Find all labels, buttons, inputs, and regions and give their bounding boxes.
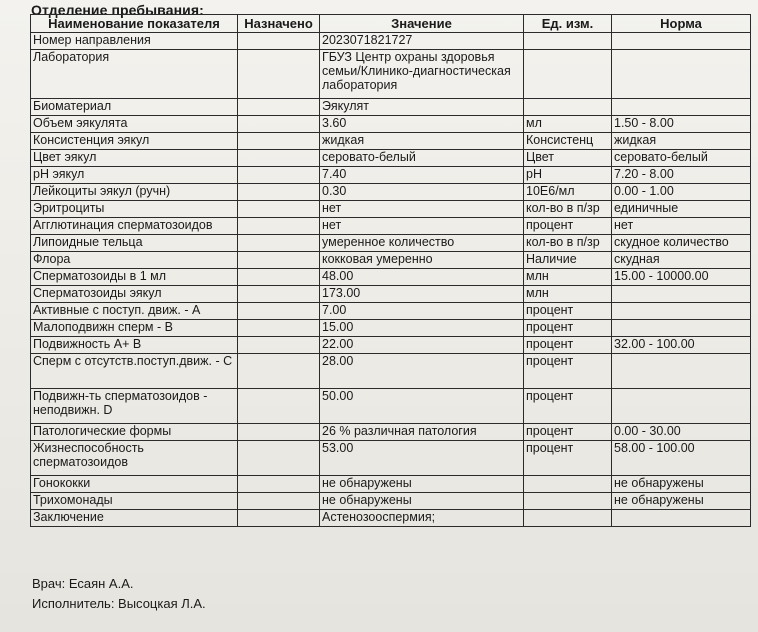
cell-value: нет — [320, 218, 524, 235]
table-body — [31, 33, 751, 527]
cell-norm: жидкая — [612, 133, 751, 150]
cell-name: Эритроциты — [31, 201, 238, 218]
table-row — [31, 510, 751, 527]
cell-norm — [612, 303, 751, 320]
cell-name: Жизнеспособность сперматозоидов — [31, 441, 238, 476]
cell-assigned — [238, 389, 320, 424]
cell-value: ГБУЗ Центр охраны здоровья семьи/Клинико-диагностическая лаборатория — [320, 50, 524, 99]
table-row — [31, 493, 751, 510]
cell-assigned — [238, 476, 320, 493]
cell-unit: 10E6/мл — [524, 184, 612, 201]
cell-norm — [612, 320, 751, 337]
table-row — [31, 150, 751, 167]
cell-assigned — [238, 493, 320, 510]
cell-norm — [612, 354, 751, 389]
cell-value: Астенозооспермия; — [320, 510, 524, 527]
cell-unit: pH — [524, 167, 612, 184]
cell-value: жидкая — [320, 133, 524, 150]
cell-name: Заключение — [31, 510, 238, 527]
cell-unit: млн — [524, 286, 612, 303]
cell-norm: 0.00 - 30.00 — [612, 424, 751, 441]
cell-value: 7.00 — [320, 303, 524, 320]
cell-assigned — [238, 235, 320, 252]
table-row — [31, 320, 751, 337]
table-header-row — [31, 15, 751, 33]
cell-unit: млн — [524, 269, 612, 286]
cell-assigned — [238, 99, 320, 116]
table-row — [31, 337, 751, 354]
column-header-assigned: Назначено — [238, 15, 320, 33]
table-row — [31, 354, 751, 389]
cell-assigned — [238, 252, 320, 269]
cell-name: Объем эякулята — [31, 116, 238, 133]
cell-value: кокковая умеренно — [320, 252, 524, 269]
table-row — [31, 476, 751, 493]
doctor-line: Врач: Есаян А.А. — [32, 576, 134, 591]
cell-unit: процент — [524, 337, 612, 354]
cell-value: 2023071821727 — [320, 33, 524, 50]
cell-assigned — [238, 150, 320, 167]
cell-assigned — [238, 269, 320, 286]
cell-name: Цвет эякул — [31, 150, 238, 167]
cell-norm: не обнаружены — [612, 476, 751, 493]
cell-unit: Наличие — [524, 252, 612, 269]
cell-unit — [524, 50, 612, 99]
table-row — [31, 133, 751, 150]
cell-norm: 58.00 - 100.00 — [612, 441, 751, 476]
cell-name: Липоидные тельца — [31, 235, 238, 252]
cell-unit — [524, 493, 612, 510]
cell-name: Флора — [31, 252, 238, 269]
cell-value: серовато-белый — [320, 150, 524, 167]
cell-norm: серовато-белый — [612, 150, 751, 167]
cell-unit: кол-во в п/зр — [524, 201, 612, 218]
cell-assigned — [238, 167, 320, 184]
cell-unit — [524, 33, 612, 50]
table-row — [31, 286, 751, 303]
cell-value: нет — [320, 201, 524, 218]
cell-unit: процент — [524, 441, 612, 476]
cell-value: 22.00 — [320, 337, 524, 354]
cell-norm: единичные — [612, 201, 751, 218]
cell-value: 0.30 — [320, 184, 524, 201]
cell-assigned — [238, 201, 320, 218]
table-row — [31, 33, 751, 50]
cell-norm — [612, 510, 751, 527]
cell-norm — [612, 286, 751, 303]
cell-name: Патологические формы — [31, 424, 238, 441]
cell-norm — [612, 33, 751, 50]
cell-value: Эякулят — [320, 99, 524, 116]
cell-norm: не обнаружены — [612, 493, 751, 510]
table-row — [31, 116, 751, 133]
table-row — [31, 201, 751, 218]
cell-assigned — [238, 116, 320, 133]
cell-value: 50.00 — [320, 389, 524, 424]
cell-assigned — [238, 320, 320, 337]
cell-norm — [612, 50, 751, 99]
cell-name: Подвижность А+ В — [31, 337, 238, 354]
cell-value: 26 % различная патология — [320, 424, 524, 441]
column-header-norm: Норма — [612, 15, 751, 33]
table-row — [31, 441, 751, 476]
cell-assigned — [238, 133, 320, 150]
cell-name: Агглютинация сперматозоидов — [31, 218, 238, 235]
table-row — [31, 184, 751, 201]
table-row — [31, 303, 751, 320]
cell-value: не обнаружены — [320, 476, 524, 493]
cell-assigned — [238, 303, 320, 320]
cell-assigned — [238, 337, 320, 354]
cell-assigned — [238, 510, 320, 527]
executor-line: Исполнитель: Высоцкая Л.А. — [32, 596, 206, 611]
table-row — [31, 269, 751, 286]
cell-norm — [612, 99, 751, 116]
table-row — [31, 235, 751, 252]
column-header-unit: Ед. изм. — [524, 15, 612, 33]
table-row — [31, 167, 751, 184]
cell-unit — [524, 476, 612, 493]
table-row — [31, 424, 751, 441]
cell-assigned — [238, 50, 320, 99]
cell-name: pH эякул — [31, 167, 238, 184]
cell-assigned — [238, 218, 320, 235]
column-header-name: Наименование показателя — [31, 15, 238, 33]
cell-unit: мл — [524, 116, 612, 133]
table-row — [31, 99, 751, 116]
cell-value: 7.40 — [320, 167, 524, 184]
cell-unit: Цвет — [524, 150, 612, 167]
cell-norm: нет — [612, 218, 751, 235]
cell-name: Подвижн-ть сперматозоидов - неподвижн. D — [31, 389, 238, 424]
cell-value: 53.00 — [320, 441, 524, 476]
cell-norm — [612, 389, 751, 424]
cell-unit: процент — [524, 303, 612, 320]
table-row — [31, 252, 751, 269]
cell-norm: 32.00 - 100.00 — [612, 337, 751, 354]
cell-value: 15.00 — [320, 320, 524, 337]
cell-unit: процент — [524, 354, 612, 389]
cell-name: Гонококки — [31, 476, 238, 493]
cell-name: Трихомонады — [31, 493, 238, 510]
cell-name: Лаборатория — [31, 50, 238, 99]
cell-unit: процент — [524, 424, 612, 441]
cell-name: Сперматозоиды в 1 мл — [31, 269, 238, 286]
table-row — [31, 50, 751, 99]
cell-name: Сперматозоиды эякул — [31, 286, 238, 303]
cell-name: Консистенция эякул — [31, 133, 238, 150]
cell-name: Малоподвижн сперм - В — [31, 320, 238, 337]
table-row — [31, 218, 751, 235]
cell-value: 28.00 — [320, 354, 524, 389]
cell-unit: Консистенц — [524, 133, 612, 150]
section-title: Отделение пребывания: — [31, 2, 204, 18]
cell-unit: процент — [524, 389, 612, 424]
cell-name: Биоматериал — [31, 99, 238, 116]
cell-name: Лейкоциты эякул (ручн) — [31, 184, 238, 201]
cell-assigned — [238, 286, 320, 303]
cell-norm: 0.00 - 1.00 — [612, 184, 751, 201]
cell-assigned — [238, 424, 320, 441]
cell-assigned — [238, 354, 320, 389]
cell-name: Сперм с отсутств.поступ.движ. - С — [31, 354, 238, 389]
cell-assigned — [238, 441, 320, 476]
cell-value: 3.60 — [320, 116, 524, 133]
table-row — [31, 389, 751, 424]
cell-name: Активные с поступ. движ. - А — [31, 303, 238, 320]
cell-norm: 15.00 - 10000.00 — [612, 269, 751, 286]
cell-value: умеренное количество — [320, 235, 524, 252]
cell-norm: 7.20 - 8.00 — [612, 167, 751, 184]
cell-unit: процент — [524, 320, 612, 337]
cell-value: 173.00 — [320, 286, 524, 303]
cell-value: не обнаружены — [320, 493, 524, 510]
cell-unit — [524, 510, 612, 527]
cell-unit: кол-во в п/зр — [524, 235, 612, 252]
column-header-value: Значение — [320, 15, 524, 33]
cell-assigned — [238, 33, 320, 50]
results-table — [30, 14, 751, 527]
cell-value: 48.00 — [320, 269, 524, 286]
cell-unit: процент — [524, 218, 612, 235]
cell-assigned — [238, 184, 320, 201]
cell-name: Номер направления — [31, 33, 238, 50]
cell-norm: 1.50 - 8.00 — [612, 116, 751, 133]
cell-norm: скудная — [612, 252, 751, 269]
cell-norm: скудное количество — [612, 235, 751, 252]
cell-unit — [524, 99, 612, 116]
